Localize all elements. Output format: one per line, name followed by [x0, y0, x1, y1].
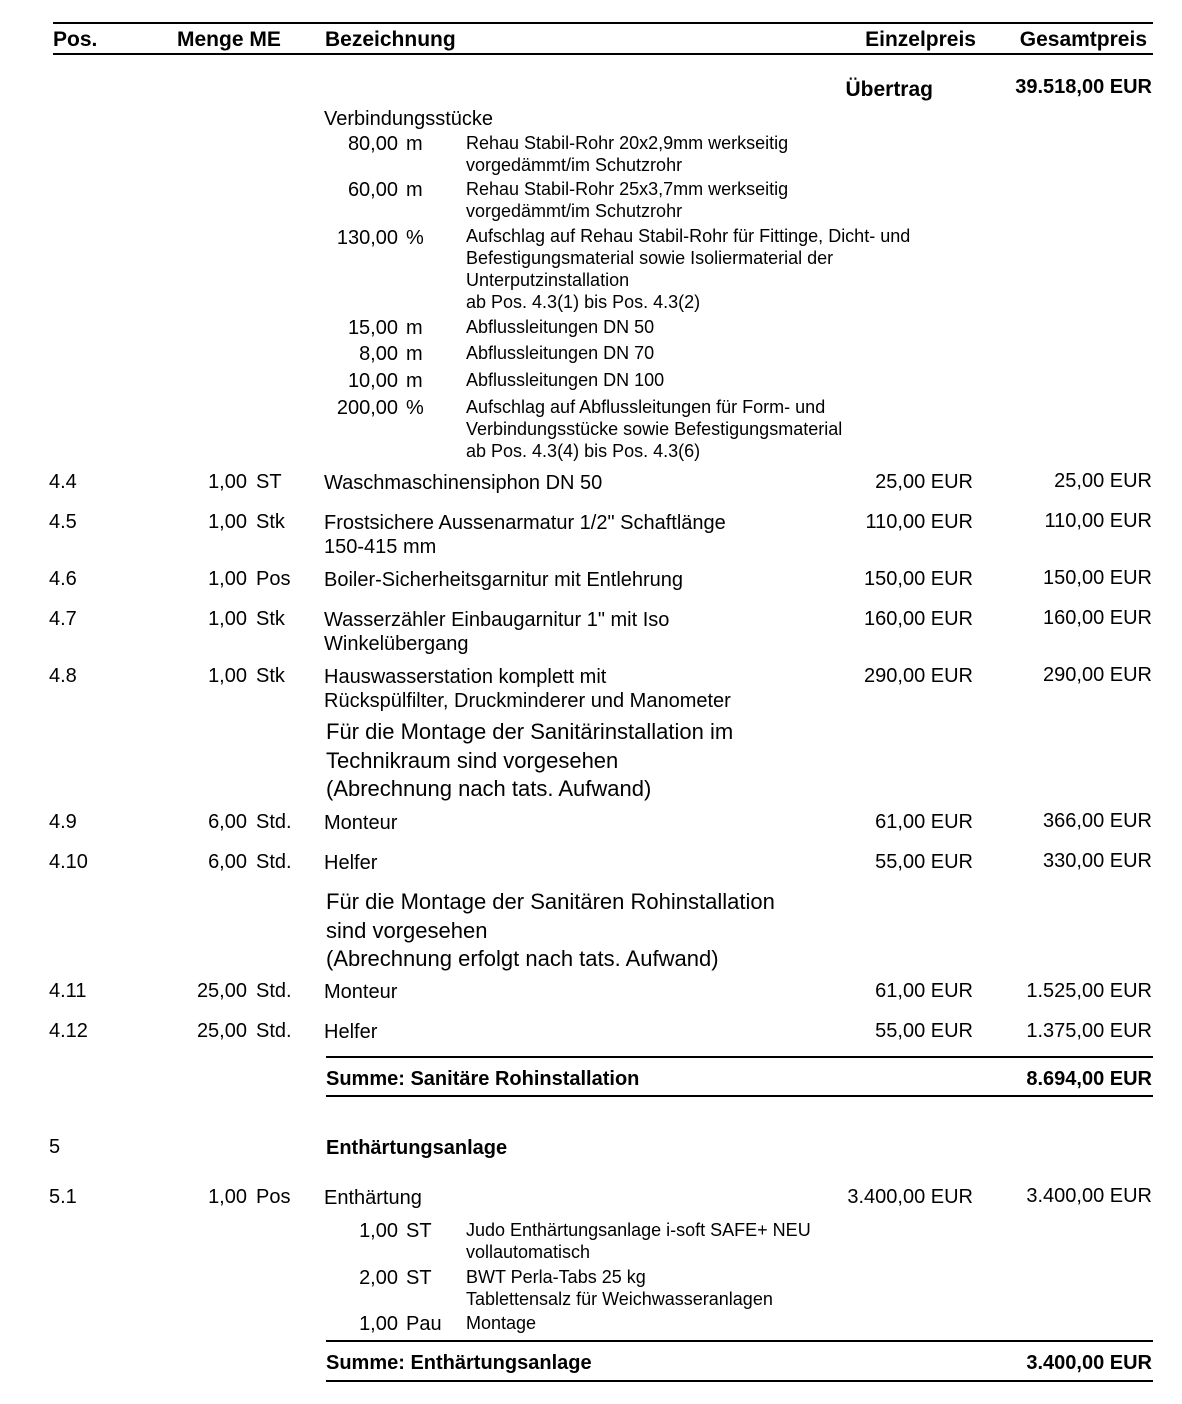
line-item-total-price: 110,00 EUR	[1044, 510, 1152, 532]
sub-item-unit: m	[406, 370, 423, 392]
sub-item-qty: 15,00	[347, 317, 398, 339]
line-item-pos: 4.7	[49, 608, 77, 630]
sub-item-unit: m	[406, 317, 423, 339]
sub-item-unit: ST	[406, 1220, 432, 1242]
sub-item-text: Rehau Stabil-Rohr 20x2,9mm werkseitig vorgedämmt/im Schutzrohr	[466, 133, 789, 175]
line-item-pos: 4.5	[49, 511, 77, 533]
line-item-qty: 6,00	[208, 851, 247, 873]
line-item-qty: 6,00	[208, 811, 247, 833]
sub-item-text: Judo Enthärtungsanlage i-soft SAFE+ NEU vollautomatisch	[466, 1220, 811, 1262]
sub-item-text: Abflussleitungen DN 70	[466, 343, 655, 363]
sum-amount: 3.400,00 EUR	[1026, 1352, 1152, 1374]
line-item-qty: 1,00	[208, 471, 247, 493]
section-title: Enthärtungsanlage	[326, 1137, 508, 1159]
line-item-pos: 4.4	[49, 471, 77, 493]
line-item-qty: 1,00	[208, 608, 247, 630]
carryover-label: Übertrag	[845, 78, 933, 101]
line-item-qty: 1,00	[208, 568, 247, 590]
line-item-total-price: 25,00 EUR	[1054, 470, 1152, 492]
col-header-gesamtpreis: Gesamtpreis	[1019, 28, 1147, 51]
sub-item-qty: 80,00	[347, 133, 398, 155]
sum-label: Summe: Sanitäre Rohinstallation	[326, 1068, 640, 1090]
sub-item-qty: 130,00	[336, 227, 398, 249]
header-top-rule	[53, 22, 1153, 24]
sum-top-rule	[326, 1056, 1153, 1058]
line-item-description: Hauswasserstation komplett mit Rückspülfilter, Druckminderer und Manometer	[324, 666, 731, 712]
line-item-unit-price: 160,00 EUR	[864, 608, 973, 630]
line-item-pos: 4.9	[49, 811, 77, 833]
sub-item-unit: %	[406, 397, 424, 419]
sub-item-unit: %	[406, 227, 424, 249]
line-item-qty: 25,00	[196, 1020, 247, 1042]
line-item-qty: 1,00	[208, 1186, 247, 1208]
sub-item-text: Rehau Stabil-Rohr 25x3,7mm werkseitig vorgedämmt/im Schutzrohr	[466, 179, 789, 221]
carryover-amount: 39.518,00 EUR	[1015, 76, 1152, 98]
line-item-description: Wasserzähler Einbaugarnitur 1" mit Iso Winkelübergang	[324, 609, 670, 655]
line-item-unit: Pos	[256, 568, 291, 590]
line-item-unit-price: 61,00 EUR	[875, 980, 973, 1002]
line-item-total-price: 330,00 EUR	[1043, 850, 1152, 872]
col-header-bezeichnung: Bezeichnung	[325, 28, 456, 51]
line-item-unit-price: 55,00 EUR	[875, 1020, 973, 1042]
sub-item-qty: 10,00	[347, 370, 398, 392]
col-header-einzelpreis: Einzelpreis	[865, 28, 976, 51]
sub-item-text: Aufschlag auf Abflussleitungen für Form- und Verbindungsstücke sowie Befestigungsmaterial ab Pos. 4.3(4) bis Pos. 4.3(6)	[466, 397, 843, 461]
line-item-pos: 4.11	[49, 980, 87, 1002]
line-item-unit: Std.	[256, 851, 292, 873]
sub-item-unit: ST	[406, 1267, 432, 1289]
line-item-qty: 1,00	[208, 665, 247, 687]
sub-item-qty: 2,00	[359, 1267, 398, 1289]
continued-description: Verbindungsstücke	[324, 108, 494, 130]
sub-item-qty: 8,00	[359, 343, 398, 365]
line-item-pos: 4.10	[49, 851, 88, 873]
line-item-qty: 25,00	[196, 980, 247, 1002]
line-item-description: Monteur	[324, 812, 398, 834]
line-item-pos: 4.12	[49, 1020, 88, 1042]
line-item-unit: ST	[256, 471, 282, 493]
sub-item-qty: 60,00	[347, 179, 398, 201]
line-item-total-price: 1.525,00 EUR	[1026, 980, 1152, 1002]
line-item-unit-price: 150,00 EUR	[864, 568, 973, 590]
line-item-total-price: 160,00 EUR	[1043, 607, 1152, 629]
col-header-pos: Pos.	[53, 28, 98, 51]
line-item-description: Helfer	[324, 852, 378, 874]
line-item-total-price: 1.375,00 EUR	[1026, 1020, 1152, 1042]
sub-item-text: BWT Perla-Tabs 25 kg Tablettensalz für Weichwasseranlagen	[466, 1267, 773, 1309]
sub-item-unit: m	[406, 133, 423, 155]
line-item-unit: Pos	[256, 1186, 291, 1208]
header-bottom-rule	[53, 53, 1153, 55]
section-note: Für die Montage der Sanitären Rohinstallation sind vorgesehen (Abrechnung erfolgt nach tats. Aufwand)	[326, 889, 775, 971]
sub-item-text: Montage	[466, 1313, 537, 1333]
sum-top-rule	[326, 1340, 1153, 1342]
line-item-unit: Std.	[256, 980, 292, 1002]
line-item-total-price: 150,00 EUR	[1043, 567, 1152, 589]
line-item-total-price: 366,00 EUR	[1043, 810, 1152, 832]
line-item-total-price: 290,00 EUR	[1043, 664, 1152, 686]
line-item-unit: Stk	[256, 608, 285, 630]
line-item-qty: 1,00	[208, 511, 247, 533]
line-item-description: Frostsichere Aussenarmatur 1/2" Schaftlänge 150-415 mm	[324, 512, 726, 558]
line-item-description: Boiler-Sicherheitsgarnitur mit Entlehrung	[324, 569, 684, 591]
section-pos: 5	[49, 1136, 61, 1158]
section-note: Für die Montage der Sanitärinstallation im Technikraum sind vorgesehen (Abrechnung nach tats. Aufwand)	[326, 719, 734, 801]
sub-item-qty: 1,00	[359, 1313, 398, 1335]
col-header-menge-me: Menge ME	[177, 28, 281, 51]
line-item-unit: Stk	[256, 665, 285, 687]
sub-item-qty: 200,00	[336, 397, 398, 419]
line-item-description: Waschmaschinensiphon DN 50	[324, 472, 603, 494]
line-item-pos: 4.8	[49, 665, 77, 687]
sub-item-unit: m	[406, 343, 423, 365]
sub-item-text: Abflussleitungen DN 100	[466, 370, 665, 390]
sub-item-unit: m	[406, 179, 423, 201]
line-item-pos: 4.6	[49, 568, 77, 590]
line-item-unit-price: 3.400,00 EUR	[847, 1186, 973, 1208]
line-item-unit-price: 290,00 EUR	[864, 665, 973, 687]
line-item-pos: 5.1	[49, 1186, 77, 1208]
line-item-description: Helfer	[324, 1021, 378, 1043]
sum-bottom-rule	[326, 1380, 1153, 1382]
line-item-unit: Std.	[256, 811, 292, 833]
line-item-total-price: 3.400,00 EUR	[1026, 1185, 1152, 1207]
sum-bottom-rule	[326, 1095, 1153, 1097]
sub-item-unit: Pau	[406, 1313, 442, 1335]
line-item-unit: Std.	[256, 1020, 292, 1042]
line-item-unit-price: 25,00 EUR	[875, 471, 973, 493]
sum-amount: 8.694,00 EUR	[1026, 1068, 1152, 1090]
line-item-unit-price: 55,00 EUR	[875, 851, 973, 873]
line-item-description: Enthärtung	[324, 1187, 422, 1209]
line-item-unit-price: 110,00 EUR	[865, 511, 973, 533]
sub-item-text: Aufschlag auf Rehau Stabil-Rohr für Fittinge, Dicht- und Befestigungsmaterial sowie Isoliermaterial der Unterputzinstallation ab Pos. 4.3(1) bis Pos. 4.3(2)	[466, 226, 911, 312]
line-item-unit: Stk	[256, 511, 285, 533]
sub-item-text: Abflussleitungen DN 50	[466, 317, 655, 337]
sum-label: Summe: Enthärtungsanlage	[326, 1352, 592, 1374]
line-item-description: Monteur	[324, 981, 398, 1003]
line-item-unit-price: 61,00 EUR	[875, 811, 973, 833]
sub-item-qty: 1,00	[359, 1220, 398, 1242]
